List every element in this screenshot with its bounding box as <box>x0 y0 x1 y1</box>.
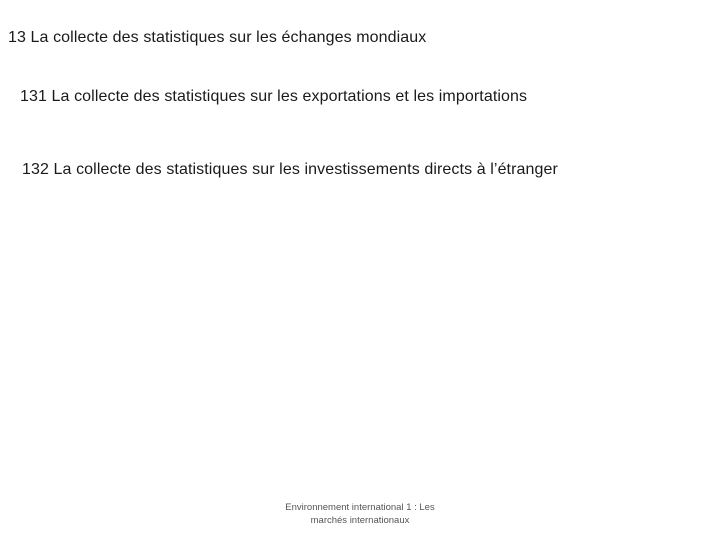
section-heading-13: 13 La collecte des statistiques sur les échanges mondiaux <box>8 29 427 46</box>
slide-footer <box>260 501 460 527</box>
footer-line-2: marchés internationaux <box>310 515 410 526</box>
subsection-heading-131: 131 La collecte des statistiques sur les exportations et les importations <box>20 88 528 105</box>
footer-line-1: Environnement international 1 : Les <box>285 502 435 513</box>
subsection-heading-132: 132 La collecte des statistiques sur les investissements directs à l’étranger <box>22 161 558 178</box>
